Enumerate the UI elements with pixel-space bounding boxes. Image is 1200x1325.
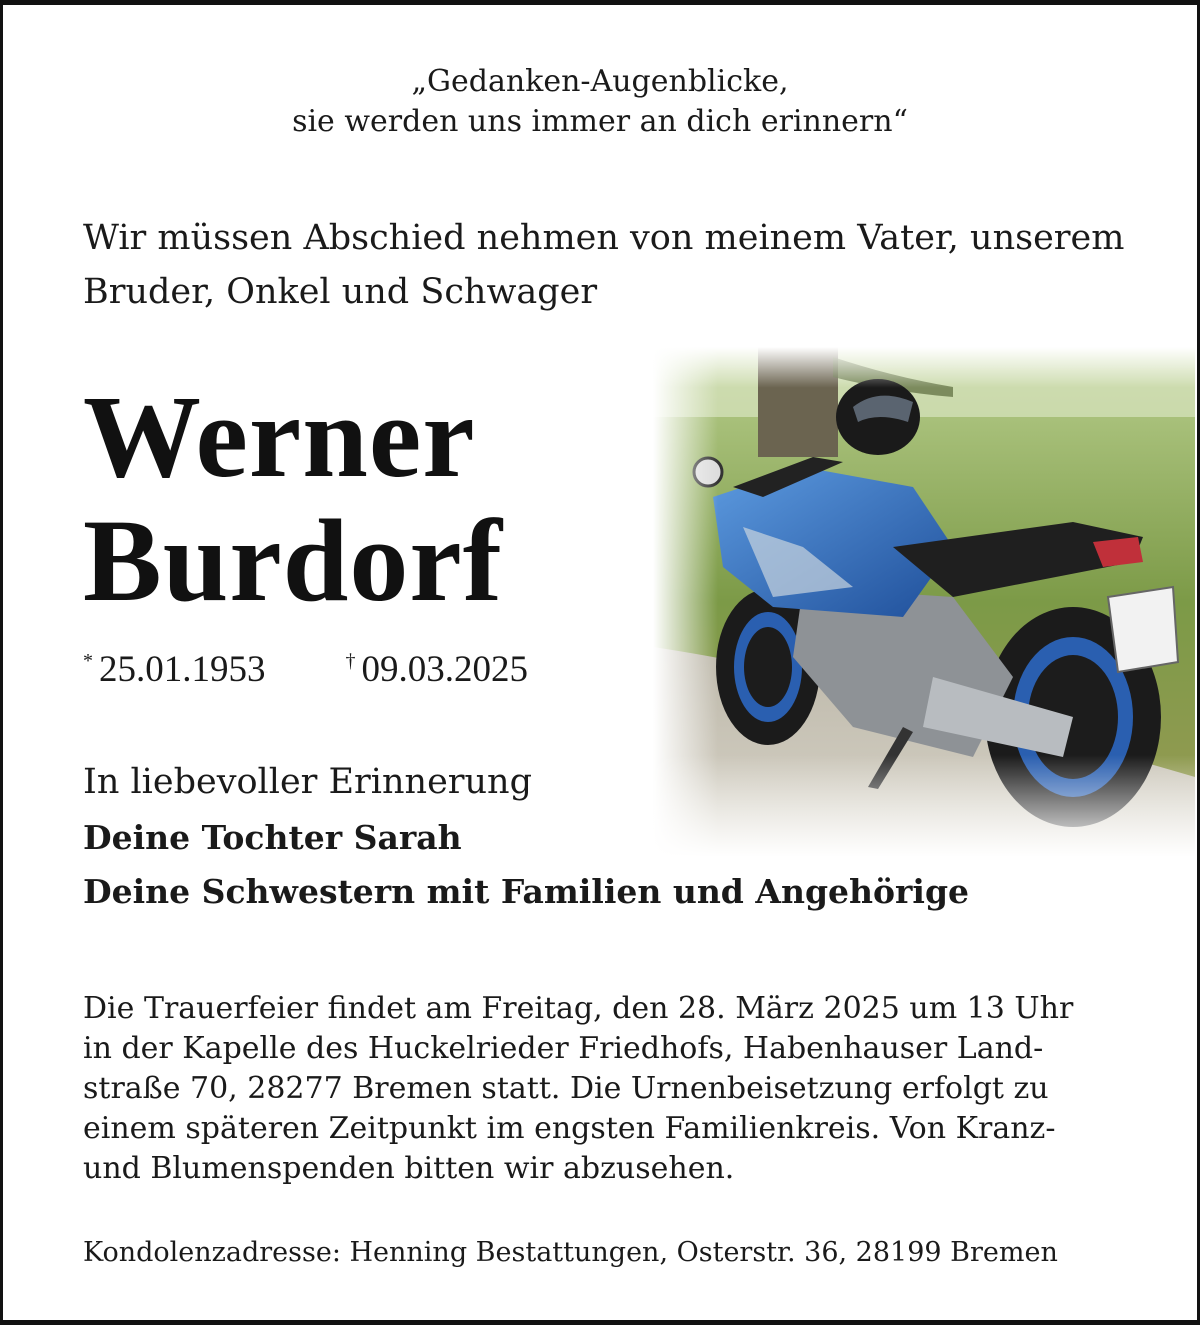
mourner-daughter: Deine Tochter Sarah xyxy=(83,818,462,857)
life-dates xyxy=(83,639,528,692)
intro-line-2: Bruder, Onkel und Schwager xyxy=(83,272,598,312)
death-date: 09.03.2025 xyxy=(361,649,528,690)
funeral-info-line-5: und Blumenspenden bitten wir abzusehen. xyxy=(83,1151,735,1186)
last-name: Burdorf xyxy=(83,495,503,626)
first-name: Werner xyxy=(83,371,476,502)
death-symbol: † xyxy=(345,650,356,672)
funeral-info-line-4: einem späteren Zeitpunkt im engsten Familienkreis. Von Kranz- xyxy=(83,1111,1056,1146)
funeral-info xyxy=(83,989,1120,1189)
birth-symbol: * xyxy=(83,650,93,672)
funeral-info-line-2: in der Kapelle des Huckelrieder Friedhofs, Habenhauser Land- xyxy=(83,1031,1044,1066)
funeral-info-line-1: Die Trauerfeier findet am Freitag, den 28. März 2025 um 13 Uhr xyxy=(83,991,1074,1026)
birth-date: 25.01.1953 xyxy=(99,649,266,690)
remembrance-intro: In liebevoller Erinnerung xyxy=(83,762,533,802)
intro-line-1: Wir müssen Abschied nehmen von meinem Vater, unserem xyxy=(83,218,1125,258)
quote-line-2: sie werden uns immer an dich erinnern“ xyxy=(292,104,908,139)
blue-motorcycle-photo xyxy=(653,347,1195,857)
mourner-sisters: Deine Schwestern mit Familien und Angehörige xyxy=(83,872,970,911)
funeral-info-line-3: straße 70, 28277 Bremen statt. Die Urnenbeisetzung erfolgt zu xyxy=(83,1071,1049,1106)
quote-line-1: „Gedanken-Augenblicke, xyxy=(411,64,789,99)
condolence-address: Kondolenzadresse: Henning Bestattungen, Osterstr. 36, 28199 Bremen xyxy=(83,1237,1058,1268)
